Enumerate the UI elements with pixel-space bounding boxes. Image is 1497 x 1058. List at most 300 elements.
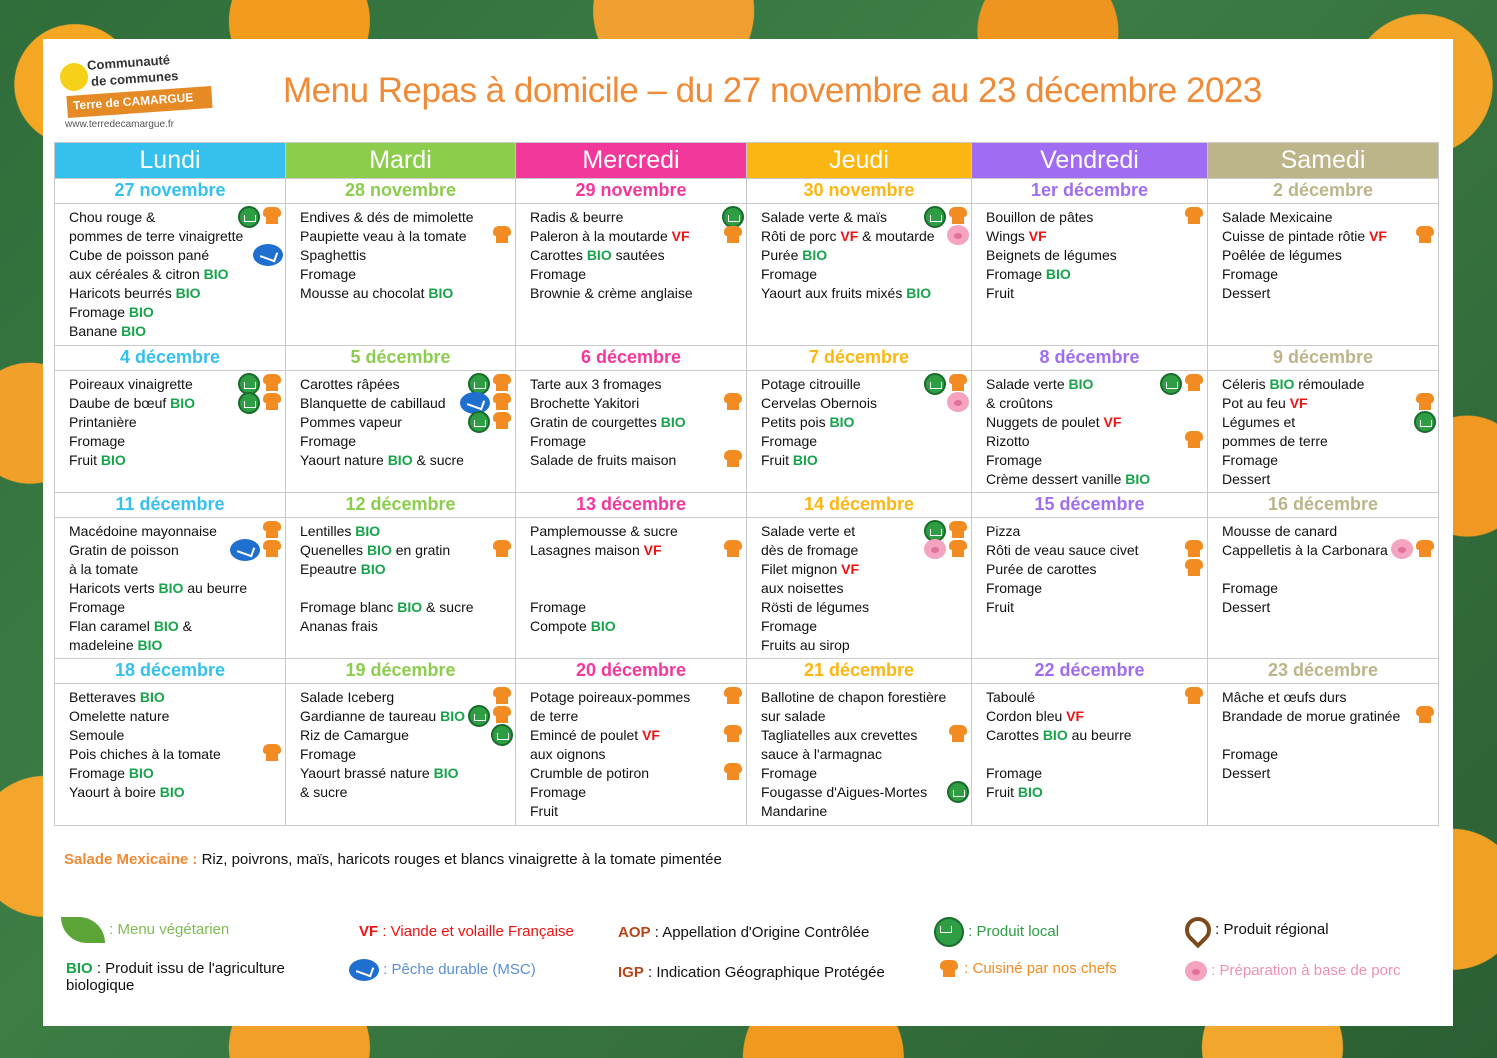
meal-text: Riz de Camargue [300,727,409,743]
icon-group [1414,225,1436,245]
date-label: 1er décembre [1030,180,1149,200]
meal-row [55,518,1439,659]
meal-text: Dessert [1222,285,1271,301]
bio-tag: BIO [355,523,381,539]
meal-item [1222,560,1428,579]
meal-text: Salade verte & maïs [761,209,888,225]
meal-item [69,265,275,284]
meal-cell-mercredi [516,204,747,346]
icon-group [491,686,513,706]
meal-item [300,560,505,579]
date-label: 12 décembre [345,494,456,514]
leaf-icon [61,917,105,943]
legend-pork-text: : Préparation à base de porc [1211,961,1401,979]
meal-text: Emincé de poulet [530,727,643,743]
meal-text: Brochette Yakitori [530,395,640,411]
vf-tag: VF [1369,228,1387,244]
meal-item [1222,598,1428,617]
date-label: 16 décembre [1267,494,1379,514]
meal-text: Fougasse d'Aigues-Mortes [761,784,928,800]
chef-hat-icon [947,724,969,744]
date-cell-mercredi [516,493,747,518]
meal-text: Dessert [1222,599,1271,615]
meal-text: Fruit [530,803,558,819]
chef-hat-icon [491,705,513,725]
chef-hat-icon [1183,539,1205,559]
meal-item [761,246,961,265]
meal-item [986,598,1197,617]
meal-item [69,227,275,246]
icon-group [722,392,744,412]
msc-fish-icon [253,244,283,266]
chef-hat-icon [722,225,744,245]
meal-text: sautées [611,247,665,263]
meal-text: Salade Mexicaine [1222,209,1333,225]
meal-item [986,265,1197,284]
meal-text: Fromage [761,433,818,449]
icon-group [947,781,969,803]
meal-item [530,541,736,560]
meal-text: Gratin de poisson [69,542,179,558]
legend-vf-key: VF [359,923,379,940]
meal-item [761,636,961,655]
meal-item [69,707,275,726]
bio-tag: BIO [660,414,686,430]
meal-item [1222,451,1428,470]
basket-icon [947,781,969,803]
meal-text: Tagliatelles aux crevettes [761,727,918,743]
meal-item [300,598,505,617]
meal-text: Fromage [986,452,1043,468]
meal-text: aux céréales & citron [69,266,204,282]
chef-hat-icon [722,762,744,782]
meal-item [986,394,1197,413]
meal-text: Rôti de porc [761,228,841,244]
meal-item [761,802,961,821]
meal-text: Flan caramel [69,618,154,634]
meal-text: Macédoine mayonnaise [69,523,217,539]
meal-text: Paupiette veau à la tomate [300,228,467,244]
meal-text: Banane [69,323,122,339]
chef-hat-icon [1183,558,1205,578]
vf-tag: VF [1289,395,1308,411]
meal-item [986,413,1197,432]
page-title: Menu Repas à domicile – du 27 novembre au 23 décembre 2023 [283,71,1262,110]
meal-item [530,413,736,432]
icon-group [468,411,513,433]
meal-cell-vendredi [972,371,1208,493]
legend-msc-text: : Pêche durable (MSC) [383,960,536,978]
meal-list [516,371,746,470]
meal-text: sauce à l'armagnac [761,746,882,762]
vf-tag: VF [1103,414,1122,430]
meal-item [761,783,961,802]
meal-text: Rôti de veau sauce civet [986,542,1139,558]
bio-tag: BIO [792,452,818,468]
chef-hat-icon [491,392,513,412]
meal-text: & croûtons [986,395,1053,411]
meal-text: Ballotine de chapon forestière [761,689,947,705]
meal-item [761,579,961,598]
meal-cell-samedi [1208,371,1439,493]
meal-item [1222,745,1428,764]
icon-group [947,392,969,412]
day-header-mercredi: Mercredi [516,143,747,179]
meal-text: Fromage [986,765,1043,781]
meal-text: Purée de carottes [986,561,1097,577]
bio-tag: BIO [802,247,828,263]
icon-group [722,225,744,245]
date-label: 19 décembre [345,660,456,680]
meal-item [761,284,961,303]
chef-hat-icon [491,411,513,431]
location-pin-icon [1180,912,1217,949]
meal-text: de terre [530,708,579,724]
meal-item [69,598,275,617]
meal-item [69,451,275,470]
meal-item [300,284,505,303]
chef-hat-icon [1414,392,1436,412]
meal-item [530,598,736,617]
meal-text: Nuggets de poulet [986,414,1104,430]
meal-text: & moutarde [858,228,935,244]
meal-item [986,246,1197,265]
meal-text: Fromage [530,599,587,615]
meal-item [530,783,736,802]
basket-icon [1414,411,1436,433]
meal-item [69,579,275,598]
icon-group [238,392,283,414]
meal-list [747,371,971,470]
date-cell-lundi [55,493,286,518]
date-label: 27 novembre [114,180,226,200]
pig-icon [947,225,969,245]
meal-list [516,684,746,821]
meal-text: Gratin de courgettes [530,414,661,430]
meal-item [530,688,736,707]
meal-text: Brownie & crème anglaise [530,285,693,301]
icon-group [1414,392,1436,412]
chef-hat-icon [261,373,283,393]
legend-pork [1185,961,1400,981]
meal-item [530,265,736,284]
bio-tag: BIO [137,637,163,653]
icon-group [1183,206,1205,226]
chef-hat-icon [491,373,513,393]
meal-list [286,684,515,802]
meal-item [69,726,275,745]
meal-list [972,371,1207,489]
meal-item [986,726,1197,745]
meal-cell-samedi [1208,684,1439,826]
bio-tag: BIO [586,247,612,263]
meal-cell-vendredi [972,684,1208,826]
icon-group [722,686,744,706]
meal-item [69,745,275,764]
legend-bio [66,960,336,994]
meal-cell-jeudi [747,684,972,826]
meal-item [530,617,736,636]
meal-list [286,371,515,470]
chef-hat-icon [491,225,513,245]
meal-list [286,518,515,636]
meal-text: Cube de poisson pané [69,247,210,263]
day-header-vendredi: Vendredi [972,143,1208,179]
chef-hat-icon [1414,225,1436,245]
menu-sheet [43,39,1453,1026]
meal-text: Mousse de canard [1222,523,1338,539]
meal-text: Fromage [1222,266,1279,282]
salade-note [64,851,722,868]
meal-text: Cordon bleu [986,708,1067,724]
meal-row [55,684,1439,826]
meal-list [747,684,971,821]
date-label: 28 novembre [344,180,457,200]
meal-text: & sucre [300,784,348,800]
meal-item [1222,208,1428,227]
date-cell-jeudi [747,659,972,684]
pig-icon [1185,961,1207,981]
legend-chef-text: : Cuisiné par nos chefs [964,959,1117,977]
meal-item [300,208,505,227]
date-cell-lundi [55,346,286,371]
meal-text: Fromage [1222,746,1279,762]
meal-item [530,726,736,745]
meal-item [761,451,961,470]
meal-text: sur salade [761,708,826,724]
meal-cell-lundi [55,684,286,826]
meal-item [986,208,1197,227]
meal-item [986,707,1197,726]
meal-item [69,636,275,655]
meal-cell-jeudi [747,371,972,493]
logo-line1: Communauté [86,52,171,73]
date-cell-mardi [286,659,516,684]
meal-list [516,518,746,636]
meal-text: Cappelletis à la Carbonara [1222,542,1388,558]
meal-text: Pois chiches à la tomate [69,746,221,762]
meal-cell-lundi [55,371,286,493]
bio-tag: BIO [433,765,459,781]
date-cell-mercredi [516,179,747,204]
meal-text: Salade Iceberg [300,689,395,705]
legend-aop-key: AOP [618,924,651,941]
meal-text: Carottes [530,247,587,263]
meal-item [69,688,275,707]
chef-hat-icon [261,392,283,412]
meal-item [1222,432,1428,451]
date-row [55,346,1439,371]
bio-tag: BIO [139,689,165,705]
bio-tag: BIO [440,708,465,724]
bio-tag: BIO [366,542,392,558]
icon-group [491,539,513,559]
meal-text: madeleine [69,637,138,653]
meal-text: Purée [761,247,803,263]
meal-list [55,204,285,341]
day-header-lundi: Lundi [55,143,286,179]
meal-item [986,745,1197,764]
meal-text: à la tomate [69,561,139,577]
meal-text: Daube de bœuf [69,395,171,411]
pig-icon [947,392,969,412]
legend-aop [618,924,869,941]
meal-text: Salade verte et [761,523,856,539]
meal-list [747,204,971,303]
chef-hat-icon [722,449,744,469]
meal-item [986,522,1197,541]
meal-text: Wings [986,228,1029,244]
legend-igp [618,964,885,981]
meal-cell-mercredi [516,371,747,493]
meal-item [530,560,736,579]
meal-item [761,265,961,284]
chef-hat-icon [1183,373,1205,393]
icon-group [722,539,744,559]
date-cell-jeudi [747,179,972,204]
chef-hat-icon [938,959,960,979]
note-text: Riz, poivrons, maïs, haricots rouges et blancs vinaigrette à la tomate pimentée [197,851,722,868]
day-header-row [55,143,1439,179]
meal-text: Fromage blanc [300,599,398,615]
meal-item [530,227,736,246]
legend-regional-text: : Produit régional [1215,920,1329,938]
chef-hat-icon [722,724,744,744]
day-header-samedi: Samedi [1208,143,1439,179]
chef-hat-icon [947,373,969,393]
icon-group [491,724,513,746]
meal-text: Betteraves [69,689,140,705]
meal-item [761,688,961,707]
date-cell-vendredi [972,659,1208,684]
logo-url: www.terredecamargue.fr [65,119,174,130]
meal-list [55,518,285,655]
meal-item [986,470,1197,489]
meal-item [69,764,275,783]
meal-cell-jeudi [747,204,972,346]
date-cell-lundi [55,659,286,684]
meal-cell-lundi [55,204,286,346]
date-cell-samedi [1208,493,1439,518]
meal-text: rémoulade [1294,376,1365,392]
legend-local [934,917,1059,947]
pig-icon [1391,539,1413,559]
date-label: 20 décembre [575,660,687,680]
meal-cell-lundi [55,518,286,659]
date-cell-vendredi [972,346,1208,371]
meal-cell-mardi [286,518,516,659]
vf-tag: VF [1066,708,1085,724]
meal-item [530,246,736,265]
meal-item [530,745,736,764]
meal-item [530,579,736,598]
meal-item [300,783,505,802]
meal-text: Fromage [69,599,126,615]
meal-item [69,783,275,802]
meal-item [530,375,736,394]
meal-text: Fruit [986,784,1018,800]
legend-chef [938,959,1117,979]
date-cell-mercredi [516,659,747,684]
icon-group [1183,558,1205,578]
bio-tag: BIO [1068,376,1094,392]
date-label: 2 décembre [1272,180,1374,200]
meal-text: Brandade de morue gratinée [1222,708,1401,724]
icon-group [947,724,969,744]
meal-text: Pamplemousse & sucre [530,523,678,539]
bio-tag: BIO [170,395,196,411]
chef-hat-icon [261,743,283,763]
legend-regional [1185,917,1329,943]
icon-group [924,539,969,559]
meal-item [986,432,1197,451]
date-cell-mardi [286,346,516,371]
meal-item [69,284,275,303]
meal-cell-vendredi [972,518,1208,659]
bio-tag: BIO [1017,784,1043,800]
meal-list [972,518,1207,617]
meal-item [986,688,1197,707]
meal-cell-jeudi [747,518,972,659]
date-cell-samedi [1208,659,1439,684]
date-label: 15 décembre [1034,494,1145,514]
basket-icon [468,411,490,433]
legend-bio-text: : Produit issu de l'agriculture biologique [66,960,285,994]
meal-item [69,413,275,432]
icon-group [230,539,283,561]
meal-item [300,764,505,783]
meal-item [300,726,505,745]
bio-tag: BIO [153,618,179,634]
meal-text: Haricots verts [69,580,159,596]
meal-text: Légumes et [1222,414,1296,430]
meal-item [530,522,736,541]
meal-item [1222,227,1428,246]
meal-item [300,745,505,764]
legend-local-text: : Produit local [968,922,1060,940]
chef-hat-icon [261,206,283,226]
icon-group [947,225,969,245]
meal-item [300,579,505,598]
chef-hat-icon [722,539,744,559]
meal-text: Crème dessert vanille [986,471,1126,487]
meal-item [530,707,736,726]
meal-text: & sucre [422,599,474,615]
meal-item [761,432,961,451]
msc-icon [349,959,379,981]
icon-group [238,206,283,228]
meal-text: Fromage [986,266,1046,282]
meal-text: Pommes vapeur [300,414,402,430]
meal-cell-samedi [1208,204,1439,346]
meal-item [1222,579,1428,598]
meal-item [761,617,961,636]
meal-list [286,204,515,303]
meal-text: Fromage [761,266,818,282]
meal-text: Yaourt nature [300,452,388,468]
meal-text: Carottes râpées [300,376,400,392]
chef-hat-icon [1183,430,1205,450]
sun-icon [60,63,88,91]
date-label: 6 décembre [580,347,682,367]
basket-icon [238,392,260,414]
meal-item [530,451,736,470]
meal-text: Carottes [986,727,1043,743]
bio-tag: BIO [1045,266,1071,282]
meal-item [300,451,505,470]
meal-text: Gardianne de taureau [300,708,441,724]
meal-item [986,227,1197,246]
